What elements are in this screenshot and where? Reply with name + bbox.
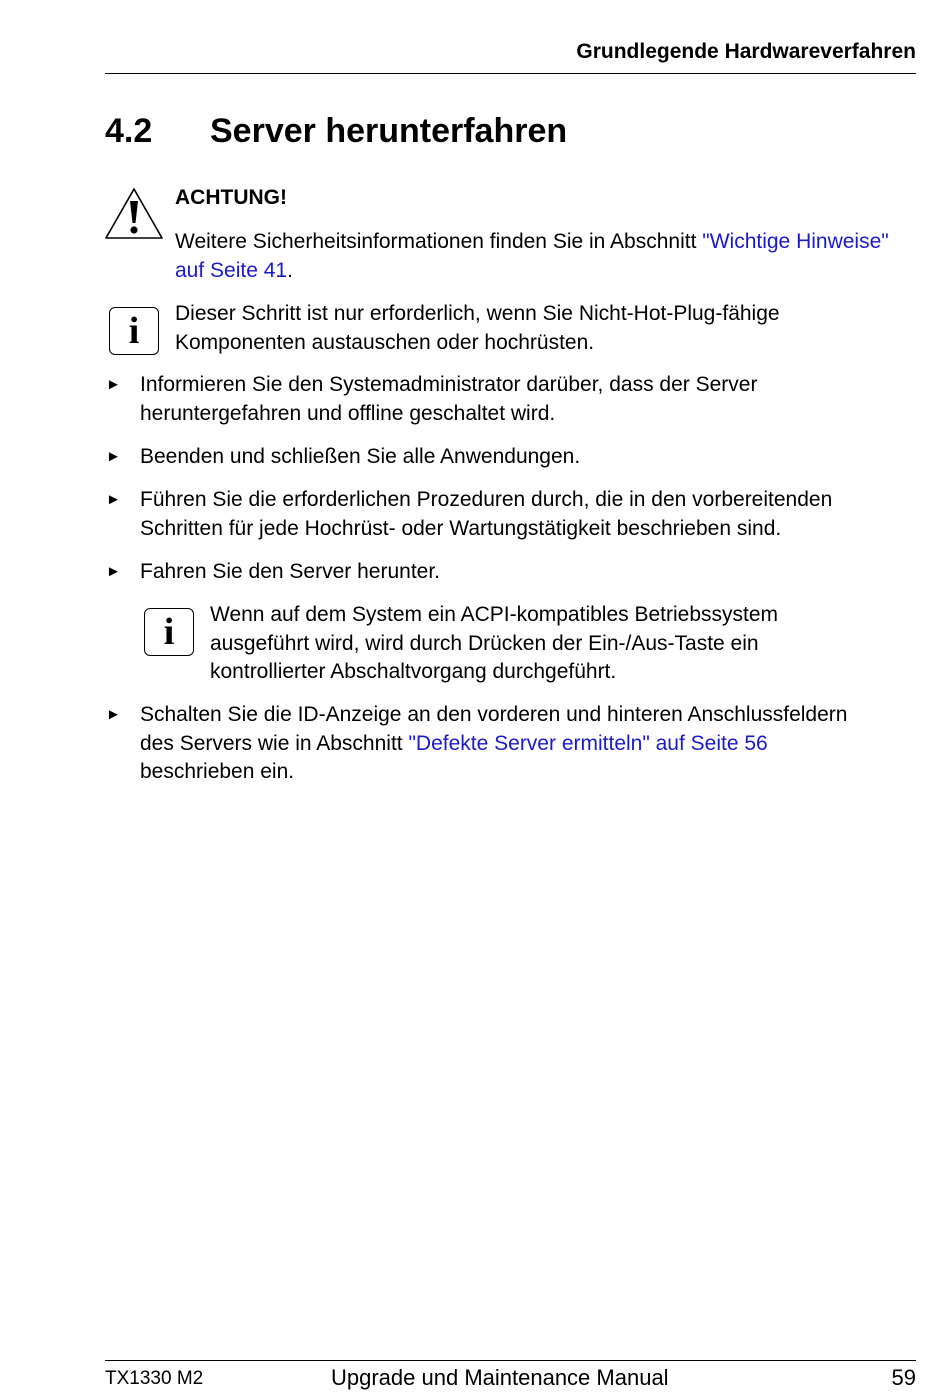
info-note-1-line: Komponenten austauschen oder hochrüsten. (175, 330, 595, 354)
running-header: Grundlegende Hardwareverfahren (576, 40, 916, 63)
section-number: 4.2 (105, 112, 153, 150)
step-line: Führen Sie die erforderlichen Prozeduren durch, die in den vorbereitenden (140, 488, 833, 511)
warning-text (175, 228, 895, 285)
warning-link[interactable]: "Wichtige Hinweise" auf Seite 41 (175, 230, 889, 282)
step-line: beschrieben ein. (140, 760, 295, 783)
info-note-2-line: kontrollierter Abschaltvorgang durchgeführt. (210, 660, 617, 683)
warning-icon (103, 186, 165, 242)
step-line (140, 730, 847, 759)
section-title: Server herunterfahren (210, 112, 568, 150)
bullet-icon: ► (106, 706, 121, 723)
defekte-server-link[interactable]: "Defekte Server ermitteln" auf Seite 56 (408, 731, 768, 755)
step-line: heruntergefahren und offline geschaltet wird. (140, 401, 556, 425)
info-icon: i (109, 307, 159, 355)
step-line: Informieren Sie den Systemadministrator darüber, dass der Server (140, 373, 758, 396)
step-line: Schalten Sie die ID-Anzeige an den vorderen und hinteren Anschlussfeldern (140, 703, 848, 726)
step-item (140, 701, 847, 787)
info-note-2 (210, 601, 778, 687)
warning-text-after: . (287, 258, 293, 282)
info-note-2-line: ausgeführt wird, wird durch Drücken der Ein-/Aus-Taste ein (210, 631, 759, 655)
bullet-icon: ► (106, 376, 121, 393)
header-rule (105, 73, 916, 74)
info-note-1-line: Dieser Schritt ist nur erforderlich, wenn Sie Nicht-Hot-Plug-fähige (175, 302, 780, 325)
warning-heading: ACHTUNG! (175, 186, 287, 209)
page-number: 59 (891, 1365, 916, 1390)
step-item (140, 558, 440, 587)
step-item (140, 371, 757, 428)
step-item (140, 486, 832, 543)
warning-text-before: Weitere Sicherheitsinformationen finden Sie in Abschnitt (175, 230, 703, 253)
step-line: Fahren Sie den Server herunter. (140, 560, 441, 583)
bullet-icon: ► (106, 448, 121, 465)
footer-rule (105, 1360, 916, 1361)
step-line: Schritten für jede Hochrüst- oder Wartungstätigkeit beschrieben sind. (140, 516, 782, 540)
info-note-1 (175, 300, 780, 357)
bullet-icon: ► (106, 563, 121, 580)
step-line: Beenden und schließen Sie alle Anwendungen. (140, 445, 581, 468)
footer-manual-title: Upgrade und Maintenance Manual (331, 1365, 669, 1390)
step-item (140, 443, 580, 472)
section-heading (105, 112, 567, 151)
info-icon: i (144, 608, 194, 656)
info-note-2-line: Wenn auf dem System ein ACPI-kompatibles Betriebssystem (210, 603, 779, 626)
step-text: des Servers wie in Abschnitt (140, 731, 409, 755)
footer-model: TX1330 M2 (105, 1368, 204, 1389)
bullet-icon: ► (106, 491, 121, 508)
